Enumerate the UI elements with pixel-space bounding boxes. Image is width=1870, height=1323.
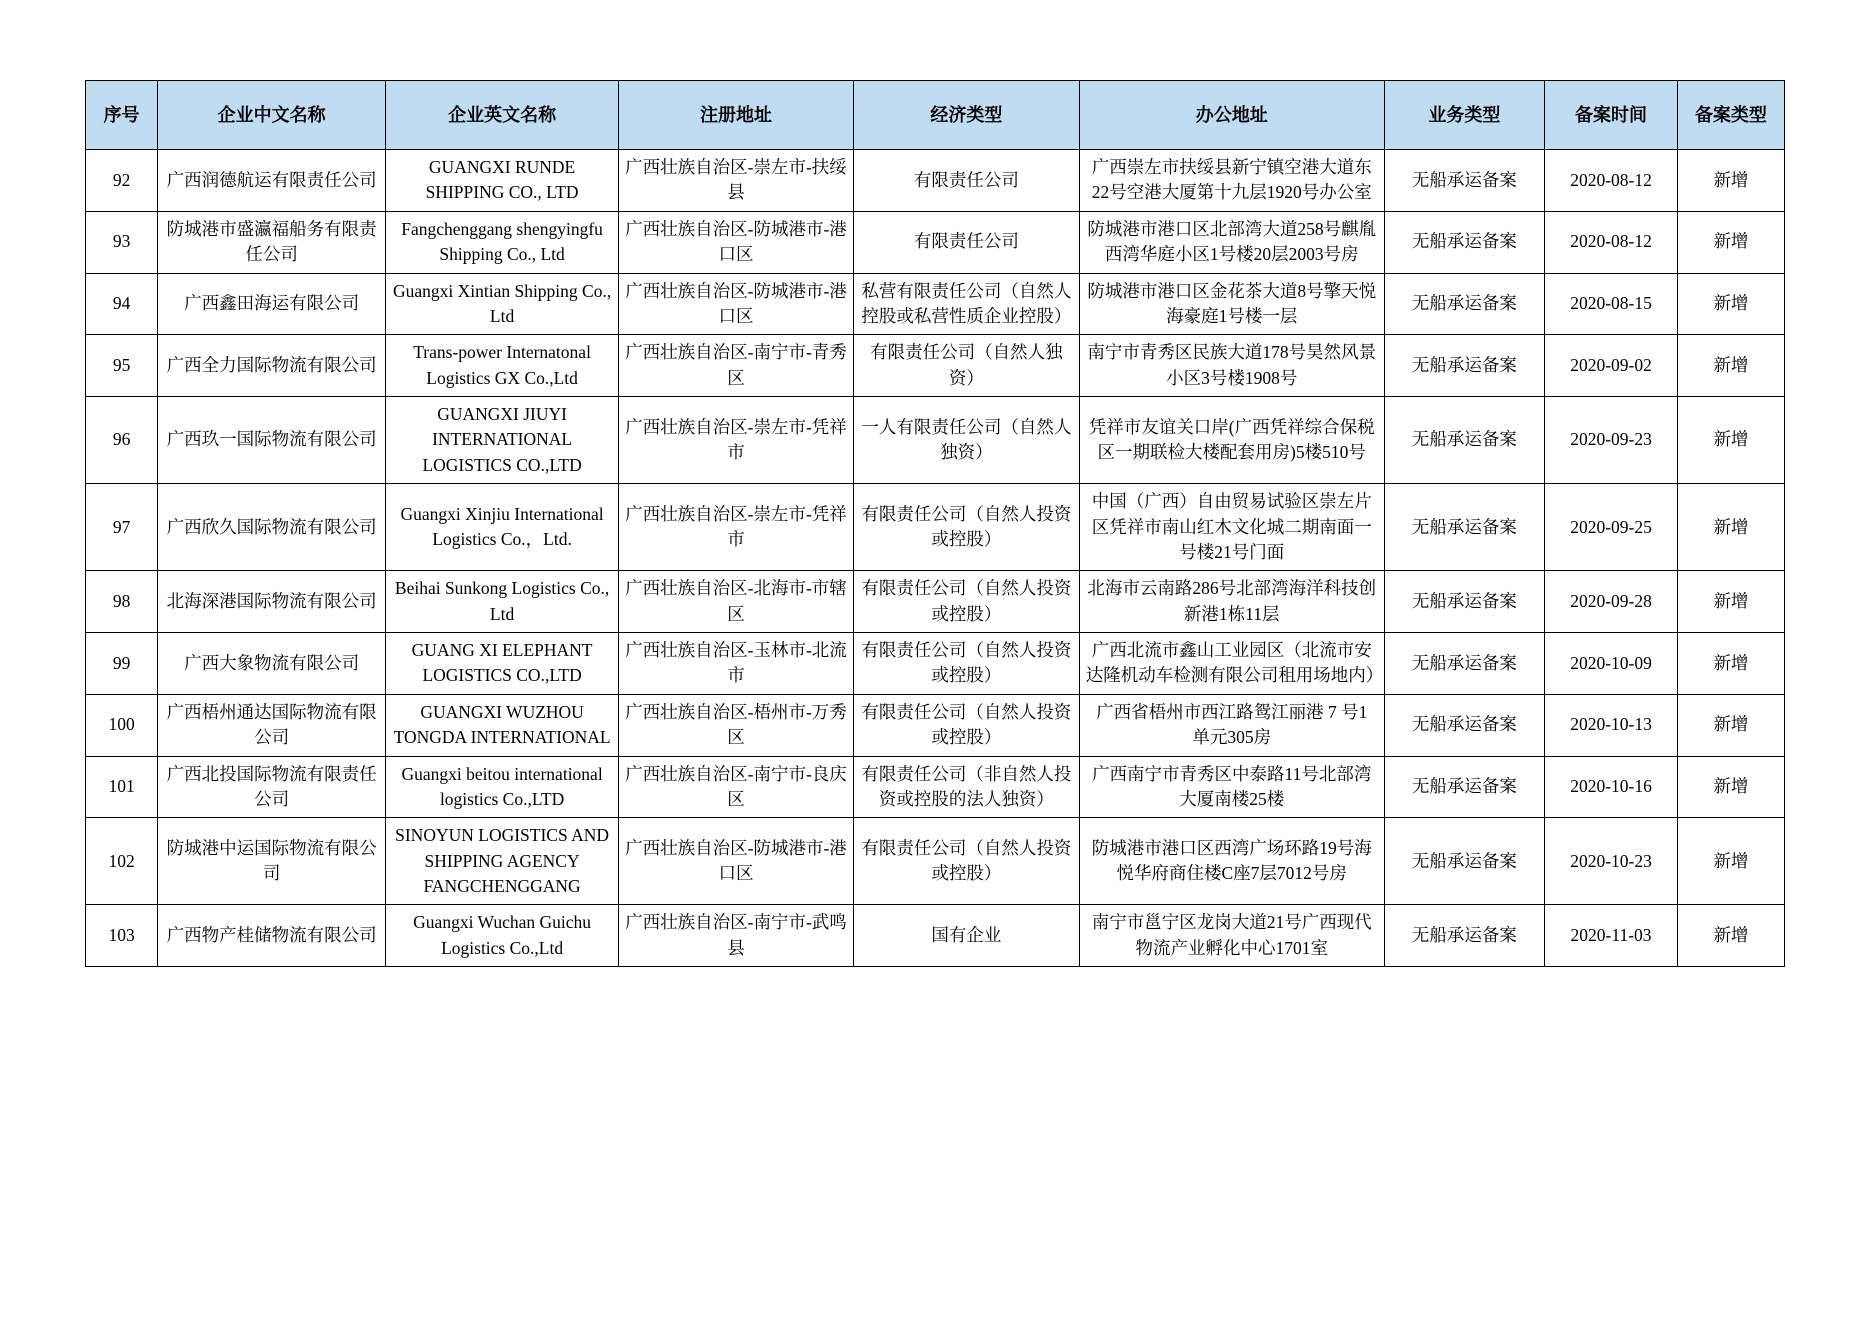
cell-economic-type: 私营有限责任公司（自然人控股或私营性质企业控股） <box>854 273 1080 335</box>
column-header-name-cn: 企业中文名称 <box>158 81 386 150</box>
cell-record-date: 2020-08-12 <box>1545 211 1678 273</box>
cell-index: 99 <box>86 633 158 695</box>
cell-record-type: 新增 <box>1677 818 1784 905</box>
cell-office-address: 广西崇左市扶绥县新宁镇空港大道东22号空港大厦第十九层1920号办公室 <box>1079 150 1384 212</box>
cell-index: 103 <box>86 905 158 967</box>
cell-business-type: 无船承运备案 <box>1384 273 1545 335</box>
table-header-row <box>86 81 1785 150</box>
cell-business-type: 无船承运备案 <box>1384 694 1545 756</box>
table-row <box>86 397 1785 484</box>
cell-name-en: Beihai Sunkong Logistics Co., Ltd <box>386 571 619 633</box>
cell-reg-address: 广西壮族自治区-防城港市-港口区 <box>618 818 853 905</box>
cell-name-en: Guangxi Xintian Shipping Co., Ltd <box>386 273 619 335</box>
cell-office-address: 中国（广西）自由贸易试验区崇左片区凭祥市南山红木文化城二期南面一号楼21号门面 <box>1079 484 1384 571</box>
cell-economic-type: 有限责任公司（自然人投资或控股） <box>854 484 1080 571</box>
table-row <box>86 818 1785 905</box>
company-registration-table <box>85 80 1785 967</box>
column-header-record-type: 备案类型 <box>1677 81 1784 150</box>
table-row <box>86 905 1785 967</box>
table-row <box>86 484 1785 571</box>
cell-name-cn: 广西梧州通达国际物流有限公司 <box>158 694 386 756</box>
cell-record-type: 新增 <box>1677 633 1784 695</box>
cell-index: 94 <box>86 273 158 335</box>
column-header-office-address: 办公地址 <box>1079 81 1384 150</box>
cell-reg-address: 广西壮族自治区-南宁市-良庆区 <box>618 756 853 818</box>
cell-record-date: 2020-09-25 <box>1545 484 1678 571</box>
cell-index: 93 <box>86 211 158 273</box>
cell-record-type: 新增 <box>1677 694 1784 756</box>
cell-record-date: 2020-10-23 <box>1545 818 1678 905</box>
cell-economic-type: 有限责任公司（自然人投资或控股） <box>854 818 1080 905</box>
cell-economic-type: 有限责任公司 <box>854 150 1080 212</box>
cell-reg-address: 广西壮族自治区-南宁市-青秀区 <box>618 335 853 397</box>
cell-name-cn: 广西物产桂储物流有限公司 <box>158 905 386 967</box>
cell-name-cn: 广西玖一国际物流有限公司 <box>158 397 386 484</box>
cell-name-en: Guangxi Xinjiu International Logistics Co.，Ltd. <box>386 484 619 571</box>
column-header-record-date: 备案时间 <box>1545 81 1678 150</box>
cell-name-en: GUANGXI RUNDE SHIPPING CO., LTD <box>386 150 619 212</box>
cell-name-cn: 北海深港国际物流有限公司 <box>158 571 386 633</box>
table-row <box>86 150 1785 212</box>
cell-economic-type: 有限责任公司 <box>854 211 1080 273</box>
cell-reg-address: 广西壮族自治区-防城港市-港口区 <box>618 273 853 335</box>
cell-index: 97 <box>86 484 158 571</box>
cell-record-date: 2020-10-13 <box>1545 694 1678 756</box>
cell-name-cn: 广西润德航运有限责任公司 <box>158 150 386 212</box>
cell-record-date: 2020-10-09 <box>1545 633 1678 695</box>
cell-reg-address: 广西壮族自治区-崇左市-凭祥市 <box>618 484 853 571</box>
cell-name-cn: 广西鑫田海运有限公司 <box>158 273 386 335</box>
cell-office-address: 南宁市青秀区民族大道178号昊然风景小区3号楼1908号 <box>1079 335 1384 397</box>
cell-economic-type: 有限责任公司（自然人独资） <box>854 335 1080 397</box>
cell-name-en: GUANG XI ELEPHANT LOGISTICS CO.,LTD <box>386 633 619 695</box>
cell-business-type: 无船承运备案 <box>1384 571 1545 633</box>
cell-business-type: 无船承运备案 <box>1384 818 1545 905</box>
cell-record-type: 新增 <box>1677 905 1784 967</box>
column-header-economic-type: 经济类型 <box>854 81 1080 150</box>
cell-record-date: 2020-08-15 <box>1545 273 1678 335</box>
cell-business-type: 无船承运备案 <box>1384 397 1545 484</box>
table-row <box>86 273 1785 335</box>
table-row <box>86 633 1785 695</box>
cell-economic-type: 一人有限责任公司（自然人独资） <box>854 397 1080 484</box>
table-row <box>86 694 1785 756</box>
cell-index: 96 <box>86 397 158 484</box>
cell-office-address: 凭祥市友谊关口岸(广西凭祥综合保税区一期联检大楼配套用房)5楼510号 <box>1079 397 1384 484</box>
cell-office-address: 广西南宁市青秀区中泰路11号北部湾大厦南楼25楼 <box>1079 756 1384 818</box>
cell-index: 95 <box>86 335 158 397</box>
cell-economic-type: 有限责任公司（自然人投资或控股） <box>854 633 1080 695</box>
cell-record-type: 新增 <box>1677 484 1784 571</box>
table-row <box>86 756 1785 818</box>
cell-name-cn: 广西北投国际物流有限责任公司 <box>158 756 386 818</box>
cell-record-date: 2020-09-23 <box>1545 397 1678 484</box>
cell-name-cn: 广西全力国际物流有限公司 <box>158 335 386 397</box>
cell-office-address: 广西北流市鑫山工业园区（北流市安达隆机动车检测有限公司租用场地内） <box>1079 633 1384 695</box>
cell-index: 102 <box>86 818 158 905</box>
cell-name-en: Trans-power Internatonal Logistics GX Co.,Ltd <box>386 335 619 397</box>
cell-business-type: 无船承运备案 <box>1384 335 1545 397</box>
cell-name-cn: 防城港中运国际物流有限公司 <box>158 818 386 905</box>
cell-name-cn: 广西大象物流有限公司 <box>158 633 386 695</box>
cell-record-type: 新增 <box>1677 150 1784 212</box>
cell-index: 92 <box>86 150 158 212</box>
cell-record-type: 新增 <box>1677 756 1784 818</box>
cell-record-date: 2020-09-28 <box>1545 571 1678 633</box>
cell-name-en: GUANGXI JIUYI INTERNATIONAL LOGISTICS CO.,LTD <box>386 397 619 484</box>
cell-name-en: SINOYUN LOGISTICS AND SHIPPING AGENCY FANGCHENGGANG <box>386 818 619 905</box>
cell-office-address: 防城港市港口区金花茶大道8号擎天悦海豪庭1号楼一层 <box>1079 273 1384 335</box>
cell-economic-type: 有限责任公司（自然人投资或控股） <box>854 571 1080 633</box>
cell-office-address: 防城港市港口区西湾广场环路19号海悦华府商住楼C座7层7012号房 <box>1079 818 1384 905</box>
cell-record-type: 新增 <box>1677 273 1784 335</box>
column-header-name-en: 企业英文名称 <box>386 81 619 150</box>
cell-name-cn: 防城港市盛瀛福船务有限责任公司 <box>158 211 386 273</box>
cell-index: 100 <box>86 694 158 756</box>
cell-reg-address: 广西壮族自治区-防城港市-港口区 <box>618 211 853 273</box>
cell-business-type: 无船承运备案 <box>1384 211 1545 273</box>
cell-record-type: 新增 <box>1677 397 1784 484</box>
table-row <box>86 211 1785 273</box>
column-header-business-type: 业务类型 <box>1384 81 1545 150</box>
cell-record-type: 新增 <box>1677 335 1784 397</box>
cell-business-type: 无船承运备案 <box>1384 484 1545 571</box>
cell-record-date: 2020-08-12 <box>1545 150 1678 212</box>
cell-index: 101 <box>86 756 158 818</box>
cell-business-type: 无船承运备案 <box>1384 905 1545 967</box>
cell-record-date: 2020-10-16 <box>1545 756 1678 818</box>
cell-name-cn: 广西欣久国际物流有限公司 <box>158 484 386 571</box>
cell-office-address: 防城港市港口区北部湾大道258号麒胤西湾华庭小区1号楼20层2003号房 <box>1079 211 1384 273</box>
cell-name-en: GUANGXI WUZHOU TONGDA INTERNATIONAL <box>386 694 619 756</box>
cell-economic-type: 国有企业 <box>854 905 1080 967</box>
table-header <box>86 81 1785 150</box>
cell-record-date: 2020-09-02 <box>1545 335 1678 397</box>
cell-reg-address: 广西壮族自治区-梧州市-万秀区 <box>618 694 853 756</box>
cell-business-type: 无船承运备案 <box>1384 150 1545 212</box>
cell-record-type: 新增 <box>1677 211 1784 273</box>
cell-reg-address: 广西壮族自治区-玉林市-北流市 <box>618 633 853 695</box>
cell-economic-type: 有限责任公司（非自然人投资或控股的法人独资） <box>854 756 1080 818</box>
cell-record-date: 2020-11-03 <box>1545 905 1678 967</box>
table-row <box>86 571 1785 633</box>
column-header-reg-address: 注册地址 <box>618 81 853 150</box>
cell-reg-address: 广西壮族自治区-南宁市-武鸣县 <box>618 905 853 967</box>
cell-name-en: Fangchenggang shengyingfu Shipping Co., Ltd <box>386 211 619 273</box>
cell-business-type: 无船承运备案 <box>1384 756 1545 818</box>
cell-reg-address: 广西壮族自治区-崇左市-凭祥市 <box>618 397 853 484</box>
cell-reg-address: 广西壮族自治区-崇左市-扶绥县 <box>618 150 853 212</box>
table-row <box>86 335 1785 397</box>
cell-business-type: 无船承运备案 <box>1384 633 1545 695</box>
cell-economic-type: 有限责任公司（自然人投资或控股） <box>854 694 1080 756</box>
cell-office-address: 北海市云南路286号北部湾海洋科技创新港1栋11层 <box>1079 571 1384 633</box>
cell-reg-address: 广西壮族自治区-北海市-市辖区 <box>618 571 853 633</box>
cell-index: 98 <box>86 571 158 633</box>
column-header-index: 序号 <box>86 81 158 150</box>
table-body <box>86 150 1785 967</box>
cell-name-en: Guangxi beitou international logistics Co.,LTD <box>386 756 619 818</box>
cell-office-address: 南宁市邕宁区龙岗大道21号广西现代物流产业孵化中心1701室 <box>1079 905 1384 967</box>
cell-office-address: 广西省梧州市西江路鸳江丽港 7 号1 单元305房 <box>1079 694 1384 756</box>
cell-record-type: 新增 <box>1677 571 1784 633</box>
cell-name-en: Guangxi Wuchan Guichu Logistics Co.,Ltd <box>386 905 619 967</box>
